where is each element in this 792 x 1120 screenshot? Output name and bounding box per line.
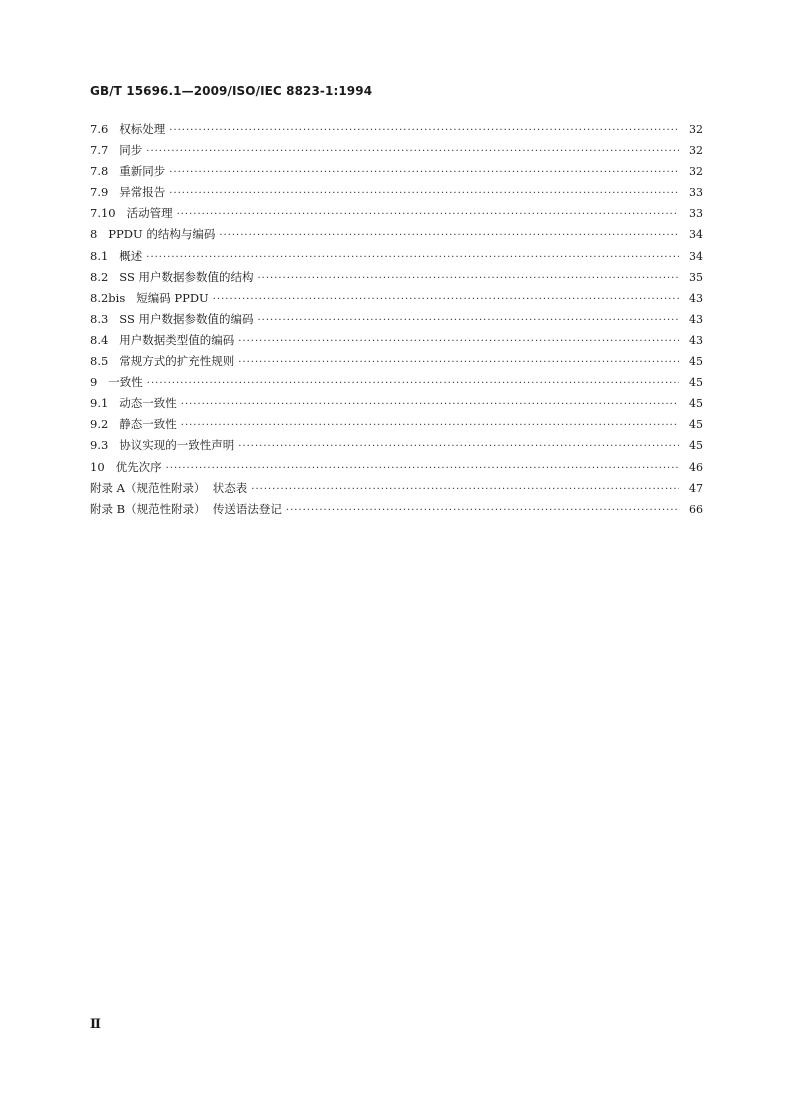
toc-entry-title: 动态一致性	[119, 396, 177, 411]
toc-entry-page: 43	[689, 291, 703, 305]
toc-entry-page: 34	[689, 249, 703, 263]
toc-entry-page: 33	[689, 207, 703, 221]
toc-entry-number: 8.3	[90, 311, 109, 326]
toc-gap	[108, 330, 119, 351]
toc-entry-number: 7.10	[90, 206, 116, 221]
toc-entry-page: 45	[689, 418, 703, 432]
toc-gap	[108, 140, 119, 161]
toc-entry-title: SS 用户数据参数值的结构	[119, 269, 254, 284]
document-header	[90, 84, 372, 98]
toc-leader-dots	[238, 331, 679, 352]
toc-entry-number: 9.3	[90, 438, 109, 453]
toc-entry-page: 35	[689, 270, 703, 284]
toc-entry	[90, 224, 703, 245]
toc-entry-number: 9.2	[90, 417, 109, 432]
page-number: Ⅱ	[90, 1017, 101, 1032]
toc-entry-number: 附录 A（规范性附录）	[90, 480, 206, 495]
toc-gap	[108, 351, 119, 372]
toc-entry-number: 8.5	[90, 354, 109, 369]
toc-entry-title: 短编码 PPDU	[136, 290, 209, 305]
toc-entry-page: 32	[689, 123, 703, 136]
toc-entry-number: 9	[90, 375, 98, 390]
toc-entry-title: 活动管理	[126, 206, 173, 221]
toc-entry-number: 附录 B（规范性附录）	[90, 501, 206, 516]
toc-gap	[97, 224, 108, 245]
toc-gap	[205, 478, 212, 499]
toc-entry-number: 8.1	[90, 248, 109, 263]
toc-entry	[90, 140, 703, 161]
toc-entry	[90, 288, 703, 309]
toc-entry-page: 45	[689, 355, 703, 369]
toc-leader-dots	[146, 247, 679, 268]
toc-entry-number: 8.2	[90, 269, 109, 284]
toc-entry-page: 66	[689, 502, 703, 516]
table-of-contents	[90, 119, 703, 520]
toc-leader-dots	[181, 415, 679, 436]
toc-entry-page: 45	[689, 376, 703, 390]
toc-entry	[90, 435, 703, 456]
toc-entry-number: 7.8	[90, 164, 109, 179]
toc-leader-dots	[213, 289, 679, 310]
toc-gap	[108, 161, 119, 182]
toc-entry-number: 8.2bis	[90, 290, 126, 305]
toc-entry-title: 概述	[119, 248, 143, 263]
toc-entry	[90, 182, 703, 203]
toc-entry-title: 用户数据类型值的编码	[119, 332, 235, 347]
toc-entry-title: 异常报告	[119, 185, 166, 200]
toc-entry-number: 10	[90, 459, 105, 474]
toc-leader-dots	[169, 183, 679, 204]
toc-entry	[90, 246, 703, 267]
toc-leader-dots	[147, 373, 679, 394]
toc-entry	[90, 330, 703, 351]
toc-gap	[108, 119, 119, 140]
toc-leader-dots	[166, 458, 679, 479]
toc-entry-title: 常规方式的扩充性规则	[119, 354, 235, 369]
toc-entry	[90, 267, 703, 288]
toc-leader-dots	[146, 141, 679, 162]
toc-gap	[108, 267, 119, 288]
toc-entry-title: 协议实现的一致性声明	[119, 438, 235, 453]
toc-entry-page: 43	[689, 333, 703, 347]
toc-leader-dots	[257, 268, 679, 289]
toc-entry-page: 45	[689, 397, 703, 411]
toc-entry	[90, 203, 703, 224]
toc-entry-number: 8	[90, 227, 98, 242]
toc-entry-page: 34	[689, 228, 703, 242]
toc-entry-title: 静态一致性	[119, 417, 177, 432]
toc-leader-dots	[177, 204, 679, 225]
toc-leader-dots	[238, 436, 679, 457]
toc-gap	[206, 499, 213, 520]
toc-entry-title: 优先次序	[115, 459, 162, 474]
toc-entry-page: 43	[689, 312, 703, 326]
toc-entry-title: 状态表	[212, 480, 248, 495]
toc-entry-title: 重新同步	[119, 164, 166, 179]
toc-entry-number: 7.7	[90, 143, 109, 158]
toc-gap	[105, 457, 116, 478]
toc-entry	[90, 478, 703, 499]
toc-entry-title: 同步	[119, 143, 143, 158]
toc-entry	[90, 372, 703, 393]
toc-entry-number: 7.9	[90, 185, 109, 200]
toc-entry-page: 47	[689, 481, 703, 495]
toc-entry-number: 9.1	[90, 396, 109, 411]
toc-entry	[90, 457, 703, 478]
toc-entry	[90, 309, 703, 330]
toc-gap	[116, 203, 127, 224]
toc-leader-dots	[169, 120, 679, 141]
toc-entry-title: 传送语法登记	[212, 501, 282, 516]
toc-gap	[108, 246, 119, 267]
standard-code: GB/T 15696.1—2009/ISO/IEC 8823-1:1994	[90, 84, 373, 98]
toc-entry	[90, 414, 703, 435]
toc-entry	[90, 499, 703, 520]
toc-entry-page: 32	[689, 144, 703, 158]
toc-entry-title: PPDU 的结构与编码	[108, 227, 216, 242]
toc-leader-dots	[219, 225, 679, 246]
toc-entry	[90, 393, 703, 414]
toc-gap	[97, 372, 108, 393]
toc-gap	[108, 414, 119, 435]
toc-entry-number: 7.6	[90, 122, 109, 136]
toc-gap	[108, 393, 119, 414]
toc-leader-dots	[169, 162, 679, 183]
toc-entry-title: 权标处理	[119, 122, 166, 136]
toc-leader-dots	[238, 352, 679, 373]
toc-leader-dots	[286, 500, 679, 521]
toc-entry-page: 33	[689, 186, 703, 200]
toc-entry-page: 32	[689, 165, 703, 179]
toc-entry-page: 46	[689, 460, 703, 474]
toc-entry-number: 8.4	[90, 332, 109, 347]
toc-gap	[125, 288, 136, 309]
toc-entry-title: SS 用户数据参数值的编码	[119, 311, 254, 326]
toc-gap	[108, 182, 119, 203]
toc-gap	[108, 435, 119, 456]
toc-entry-title: 一致性	[108, 375, 143, 390]
toc-entry	[90, 351, 703, 372]
toc-leader-dots	[257, 310, 679, 331]
toc-leader-dots	[251, 479, 679, 500]
toc-gap	[108, 309, 119, 330]
toc-leader-dots	[181, 394, 679, 415]
toc-entry	[90, 119, 703, 140]
toc-entry	[90, 161, 703, 182]
toc-entry-page: 45	[689, 439, 703, 453]
